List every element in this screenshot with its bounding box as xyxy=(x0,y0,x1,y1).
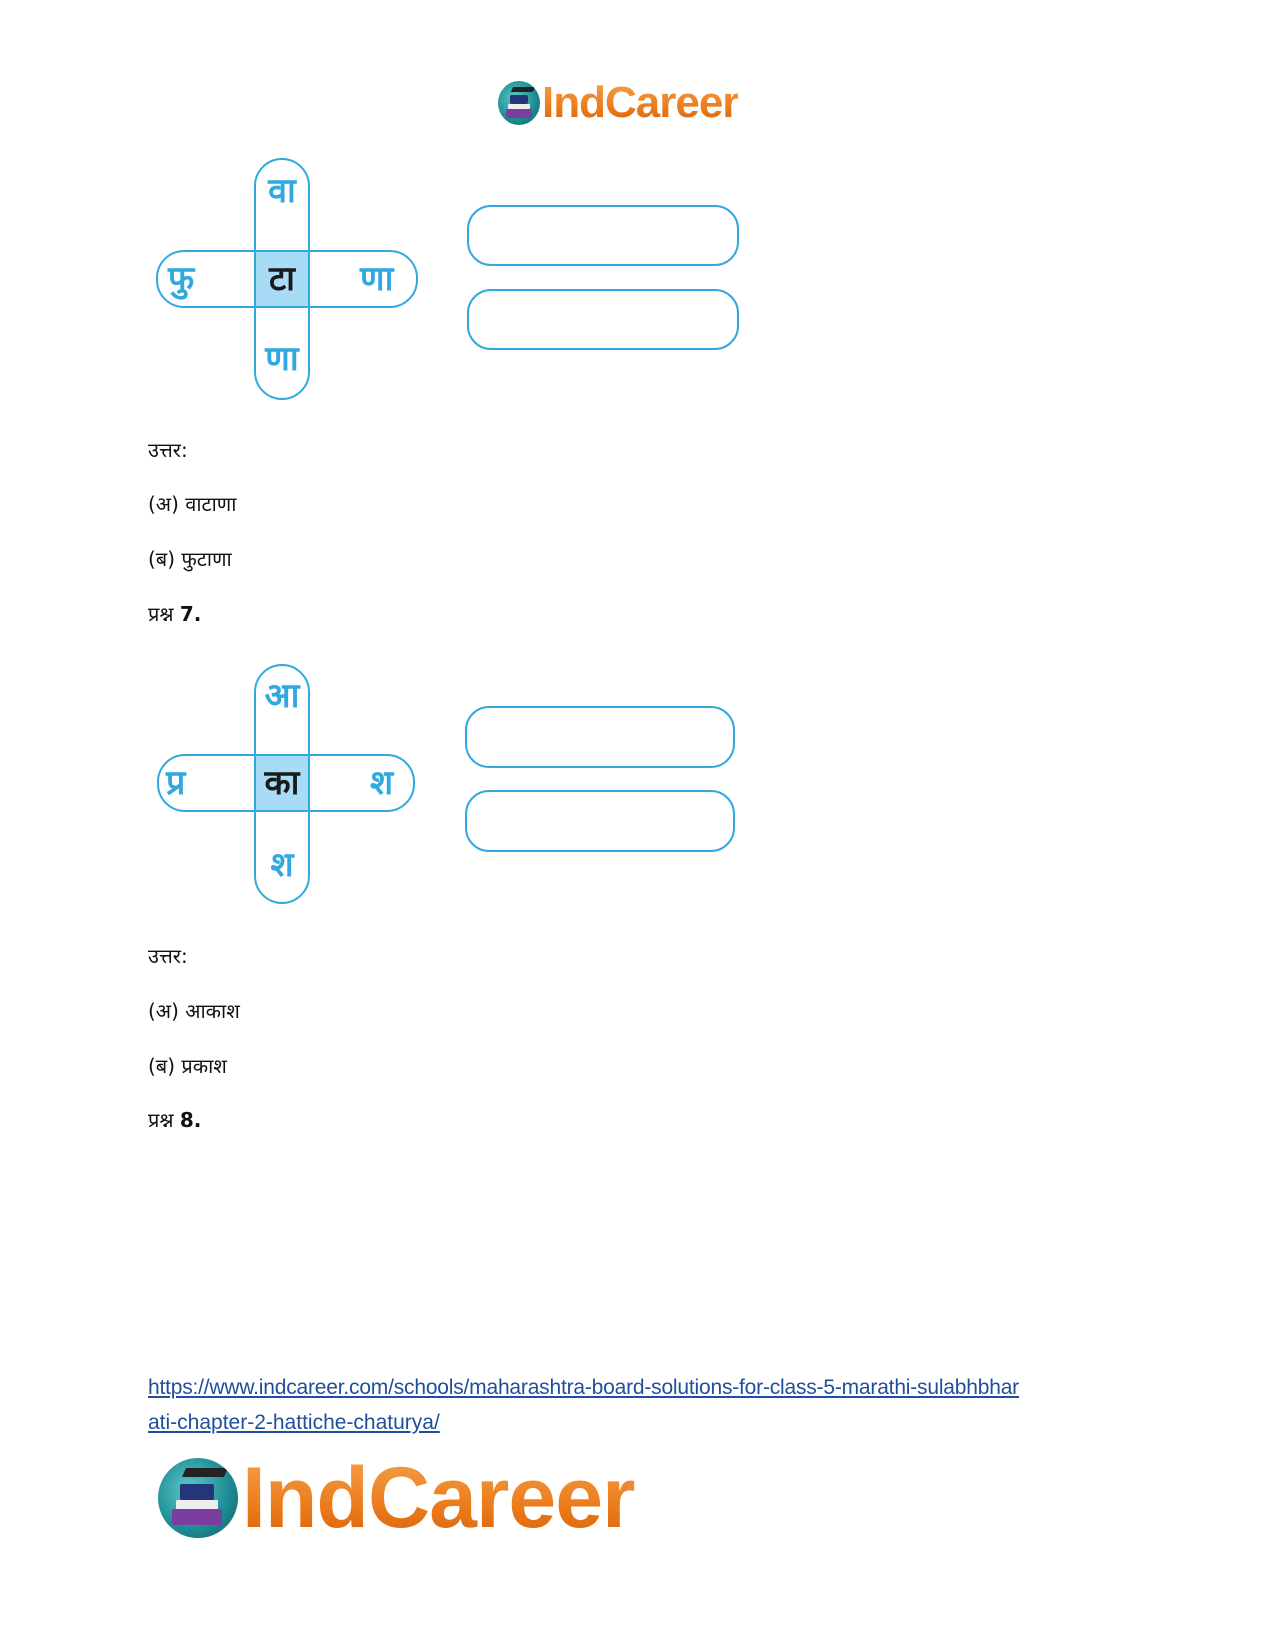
answer-b: (ब) प्रकाश xyxy=(148,1054,227,1078)
answer-label: उत्तर: xyxy=(148,944,188,968)
puzzle-right-letter: णा xyxy=(360,259,394,299)
puzzle-bottom-letter: णा xyxy=(265,339,299,379)
graduation-books-icon xyxy=(158,1458,238,1538)
answer-box-2 xyxy=(467,289,739,350)
puzzle-center-cell xyxy=(254,754,310,812)
logo-text: IndCareer xyxy=(542,78,739,127)
puzzle-left-letter: प्र xyxy=(166,763,186,803)
puzzle-top-letter: आ xyxy=(264,676,300,716)
header-logo xyxy=(498,80,738,126)
answer-a: (अ) वाटाणा xyxy=(148,492,237,516)
answer-box-2 xyxy=(465,790,735,852)
source-url-link-line-2[interactable]: ati-chapter-2-hattiche-chaturya/ xyxy=(148,1411,440,1434)
puzzle-bottom-letter: श xyxy=(270,845,294,885)
answer-box-1 xyxy=(465,706,735,768)
puzzle-top-letter: वा xyxy=(268,171,296,211)
question-number: 8. xyxy=(179,1108,202,1132)
puzzle-center-letter: का xyxy=(264,763,300,803)
puzzle-center-letter: टा xyxy=(269,259,295,299)
answer-b: (ब) फुटाणा xyxy=(148,547,232,571)
puzzle-right-letter: श xyxy=(370,763,394,803)
question-label: प्रश्न xyxy=(148,602,174,626)
question-heading-8 xyxy=(148,1110,201,1130)
puzzle-center-cell xyxy=(254,250,310,308)
answer-box-1 xyxy=(467,205,739,266)
logo-text: IndCareer xyxy=(242,1450,635,1546)
answer-a: (अ) आकाश xyxy=(148,999,240,1023)
graduation-books-icon xyxy=(498,81,540,125)
puzzle-left-letter: फु xyxy=(168,259,195,299)
question-number: 7. xyxy=(179,602,202,626)
footer-logo xyxy=(158,1450,635,1546)
question-heading-7 xyxy=(148,604,201,624)
answer-label: उत्तर: xyxy=(148,438,188,462)
source-url-link-line-1[interactable]: https://www.indcareer.com/schools/maharashtra-board-solutions-for-class-5-marathi-sulabhbhar xyxy=(148,1376,1019,1399)
question-label: प्रश्न xyxy=(148,1108,174,1132)
